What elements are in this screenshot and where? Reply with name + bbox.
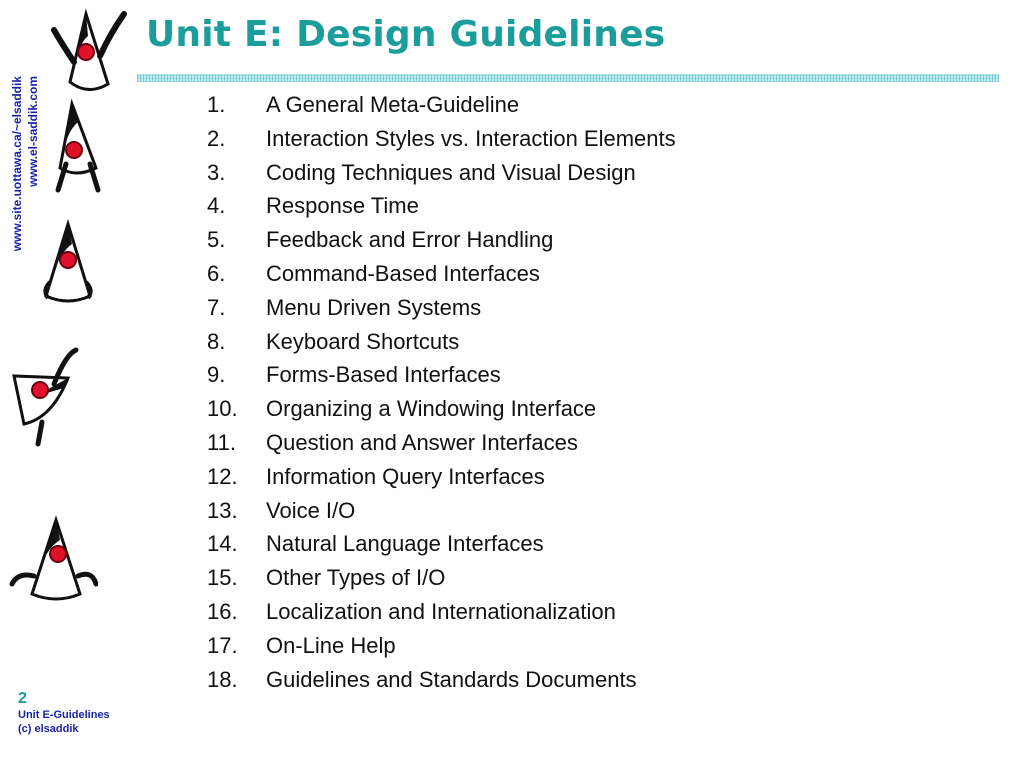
- topic-item: [207, 191, 847, 225]
- topic-text: Response Time: [266, 193, 419, 219]
- topic-item: [207, 496, 847, 530]
- topic-number: 16.: [207, 598, 238, 624]
- topic-item: [207, 158, 847, 192]
- topic-number: 12.: [207, 463, 238, 489]
- topic-item: [207, 428, 847, 462]
- slide-footer: [18, 690, 110, 736]
- topic-text: Voice I/O: [266, 497, 356, 523]
- topic-number: 14.: [207, 531, 238, 557]
- topic-item: [207, 597, 847, 631]
- topic-item: [207, 631, 847, 665]
- topic-text: Information Query Interfaces: [266, 463, 545, 489]
- topic-list: [207, 90, 847, 698]
- topic-text: Question and Answer Interfaces: [266, 429, 578, 455]
- topic-number: 4.: [207, 193, 226, 219]
- jumping-mascot-icon: [52, 98, 106, 194]
- topic-text: Forms-Based Interfaces: [266, 362, 501, 388]
- topic-text: Command-Based Interfaces: [266, 260, 540, 286]
- topic-item: [207, 90, 847, 124]
- topic-number: 15.: [207, 565, 238, 591]
- topic-text: Guidelines and Standards Documents: [266, 666, 637, 692]
- topic-item: [207, 327, 847, 361]
- topic-item: [207, 394, 847, 428]
- topic-item: [207, 124, 847, 158]
- topic-number: 5.: [207, 227, 226, 253]
- topic-number: 2.: [207, 125, 226, 151]
- topic-number: 9.: [207, 362, 226, 388]
- shrugging-mascot-icon: [8, 514, 98, 604]
- topic-text: Natural Language Interfaces: [266, 531, 544, 557]
- title-divider: [137, 74, 999, 82]
- side-url-uottawa: www.site.uottawa.ca/~elsaddik: [10, 76, 24, 252]
- topic-number: 11.: [207, 429, 236, 455]
- topic-number: 17.: [207, 632, 238, 658]
- topic-number: 18.: [207, 666, 238, 692]
- topic-text: On-Line Help: [266, 632, 396, 658]
- topic-text: Feedback and Error Handling: [266, 227, 554, 253]
- topic-item: [207, 259, 847, 293]
- topic-text: Other Types of I/O: [266, 565, 446, 591]
- topic-item: [207, 563, 847, 597]
- topic-number: 8.: [207, 328, 226, 354]
- topic-item: [207, 665, 847, 699]
- topic-number: 10.: [207, 396, 238, 422]
- topic-text: Menu Driven Systems: [266, 294, 482, 320]
- leaning-mascot-icon: [6, 344, 80, 448]
- copyright-label: (c) elsaddik: [18, 723, 79, 735]
- topic-item: [207, 360, 847, 394]
- topic-item: [207, 225, 847, 259]
- topic-item: [207, 529, 847, 563]
- topic-text: Organizing a Windowing Interface: [266, 396, 597, 422]
- topic-text: A General Meta-Guideline: [266, 92, 520, 117]
- topic-text: Coding Techniques and Visual Design: [266, 159, 636, 185]
- topic-text: Localization and Internationalization: [266, 598, 616, 624]
- page-number: 2: [18, 690, 27, 707]
- topic-number: 1.: [207, 92, 226, 117]
- unit-label: Unit E-Guidelines: [18, 709, 110, 721]
- waving-mascot-icon: [48, 4, 130, 100]
- topic-number: 6.: [207, 260, 226, 286]
- topic-text: Keyboard Shortcuts: [266, 328, 460, 354]
- slide-title: Unit E: Design Guidelines: [146, 14, 666, 55]
- topic-item: [207, 293, 847, 327]
- side-url-el-saddik: www.el-saddik.com: [26, 76, 40, 187]
- topic-number: 3.: [207, 159, 226, 185]
- topic-number: 7.: [207, 294, 226, 320]
- topic-number: 13.: [207, 497, 238, 523]
- topic-item: [207, 462, 847, 496]
- topic-text: Interaction Styles vs. Interaction Elements: [266, 125, 676, 151]
- standing-mascot-icon: [38, 218, 98, 308]
